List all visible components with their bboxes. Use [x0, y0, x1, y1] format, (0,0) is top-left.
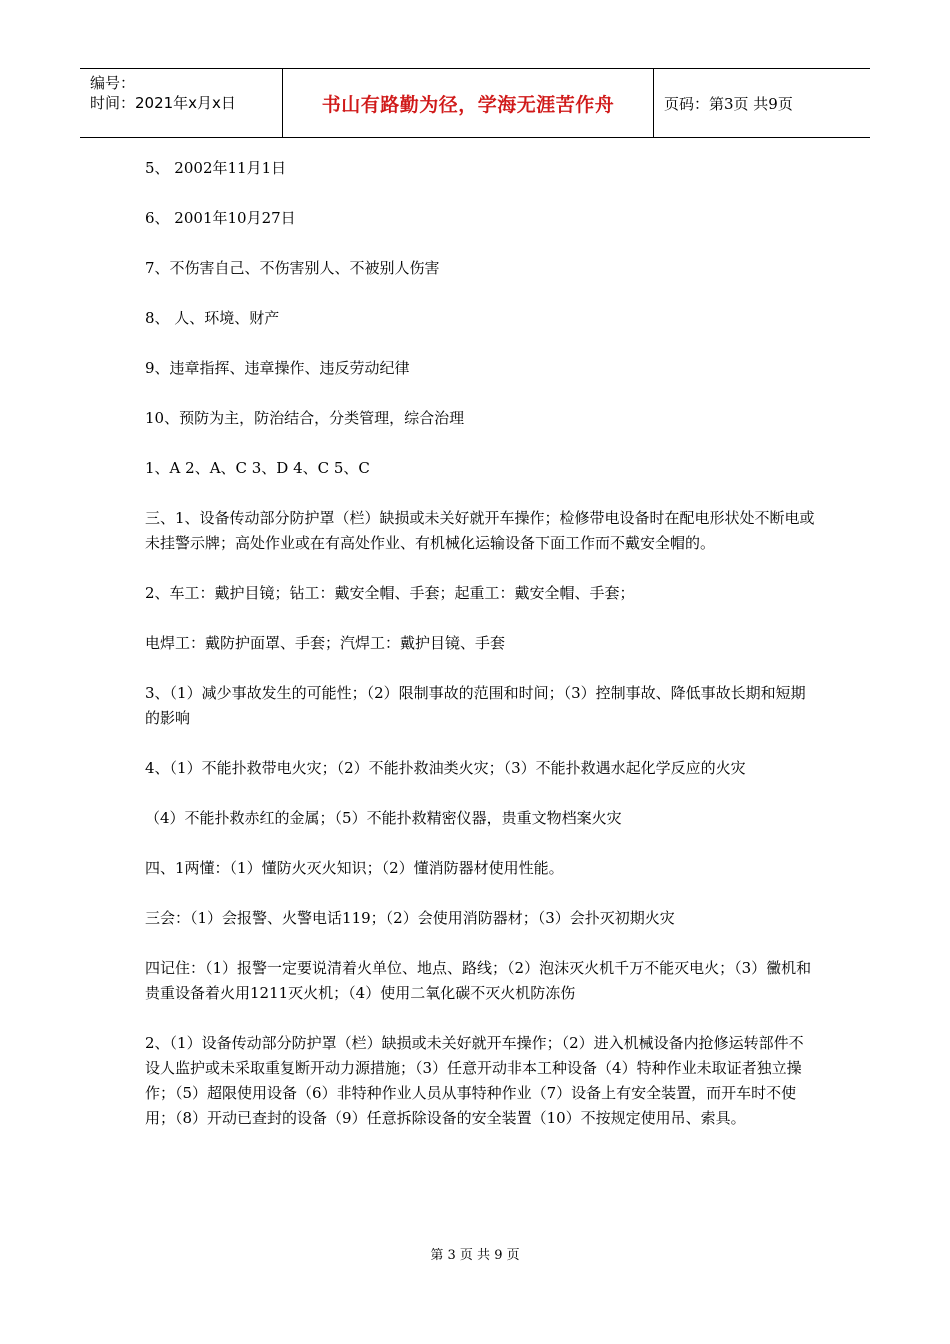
- answer-paragraph: 5、 2002年11月1日: [145, 159, 287, 177]
- answer-paragraph: 4、（1）不能扑救带电火灾；（2）不能扑救油类火灾；（3）不能扑救遇水起化学反应的火灾: [145, 759, 746, 777]
- answer-paragraph: 7、不伤害自己、不伤害别人、不被别人伤害: [145, 259, 440, 277]
- answer-paragraph: 2、车工：戴护目镜；钻工：戴安全帽、手套；起重工：戴安全帽、手套；: [145, 584, 635, 602]
- document-date-label: 时间：2021年x月x日: [90, 94, 236, 112]
- answer-paragraph: 3、（1）减少事故发生的可能性；（2）限制事故的范围和时间；（3）控制事故、降低事故长期和短期的影响: [145, 684, 806, 727]
- page-header: [80, 68, 870, 138]
- answer-paragraph: 电焊工：戴防护面罩、手套；汽焊工：戴护目镜、手套: [145, 634, 506, 652]
- document-number-label: 编号：: [90, 74, 136, 92]
- answer-paragraph: 1、A 2、A、C 3、D 4、C 5、C: [145, 459, 370, 477]
- answer-paragraph: 三、1、设备传动部分防护罩（栏）缺损或未关好就开车操作；检修带电设备时在配电形状处不断电或未挂警示牌；高处作业或在有高处作业、有机械化运输设备下面工作而不戴安全帽的。: [145, 509, 815, 552]
- header-meta: [80, 69, 282, 137]
- header-motto-cell: [282, 69, 654, 137]
- answer-paragraph: （4）不能扑救赤红的金属；（5）不能扑救精密仪器，贵重文物档案火灾: [145, 809, 622, 827]
- header-page-info: 页码：第3页 共9页: [664, 94, 793, 113]
- answer-paragraph: 10、预防为主，防治结合，分类管理，综合治理: [145, 409, 465, 427]
- header-motto: 书山有路勤为径，学海无涯苦作舟: [321, 93, 615, 116]
- answer-paragraph: 四记住：（1）报警一定要说清着火单位、地点、路线；（2）泡沫灭火机千万不能灭电火；（3）黴机和贵重设备着火用1211灭火机；（4）使用二氧化碳不灭火机防冻伤: [145, 959, 812, 1002]
- answer-paragraph: 三会：（1）会报警、火警电话119；（2）会使用消防器材；（3）会扑灭初期火灾: [145, 909, 675, 927]
- answer-paragraph: 四、1两懂：（1）懂防火灭火知识；（2）懂消防器材使用性能。: [145, 859, 564, 877]
- answer-paragraph: 9、违章指挥、违章操作、违反劳动纪律: [145, 359, 410, 377]
- answer-paragraph: 8、 人、环境、财产: [145, 309, 280, 327]
- answer-paragraph: 2、（1）设备传动部分防护罩（栏）缺损或未关好就开车操作；（2）进入机械设备内抢修运转部件不设人监护或未采取重复断开动力源措施；（3）任意开动非本工种设备（4）特种作业未取证者独立操作；（5）超限使用设备（6）非特种作业人员从事特种作业（7）设备上有安全装置，而开车时不使用；（8）开动已查封的设备（9）任意拆除设备的安全装置（10）不按规定使用吊、索具。: [145, 1034, 804, 1127]
- page-footer: 第 3 页 共 9 页: [430, 1248, 520, 1263]
- document-body: [145, 156, 815, 1156]
- answer-paragraph: 6、 2001年10月27日: [145, 209, 296, 227]
